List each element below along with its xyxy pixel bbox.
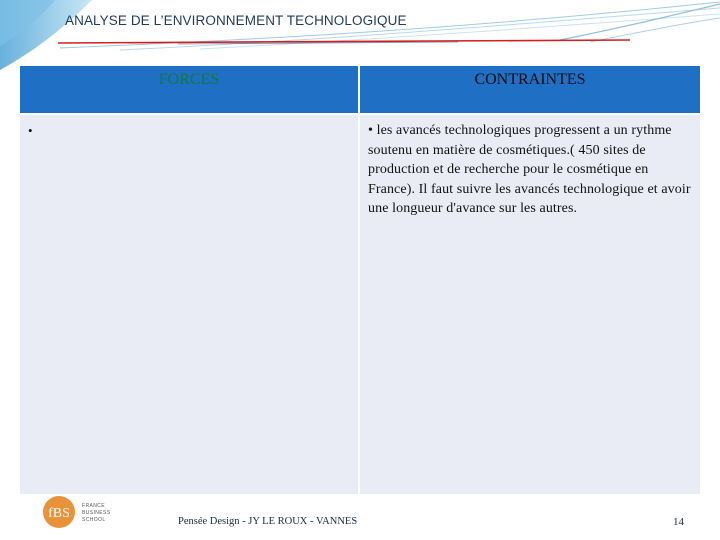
- forces-bullet: •: [28, 123, 33, 138]
- page-number: 14: [673, 516, 684, 528]
- svg-text:fBS: fBS: [48, 506, 70, 521]
- swot-table: [20, 66, 700, 494]
- header-contraintes: CONTRAINTES: [360, 66, 700, 113]
- logo-wordmark: [82, 503, 111, 524]
- slide-title: ANALYSE DE L’ENVIRONNEMENT TECHNOLOGIQUE: [65, 13, 407, 28]
- logo-line-1: FRANCE: [82, 503, 105, 509]
- footer-text: Pensée Design - JY LE ROUX - VANNES: [178, 516, 358, 527]
- cell-forces: [20, 115, 358, 494]
- header-forces: FORCES: [20, 66, 358, 113]
- logo-line-3: SCHOOL: [82, 517, 106, 523]
- contraintes-text: • les avancés technologiques progressent a un rythme soutenu en matière de cosmétiques.( 450 sites de production et de recherche pour le cosmétique en France). Il faut suivre les avancés technologique et avoir une longueur d'avance sur les autres.: [368, 123, 691, 216]
- cell-contraintes: [360, 115, 700, 494]
- title-underline: [58, 38, 630, 46]
- logo-line-2: BUSINESS: [82, 510, 111, 516]
- fbs-logo-icon: [42, 495, 76, 529]
